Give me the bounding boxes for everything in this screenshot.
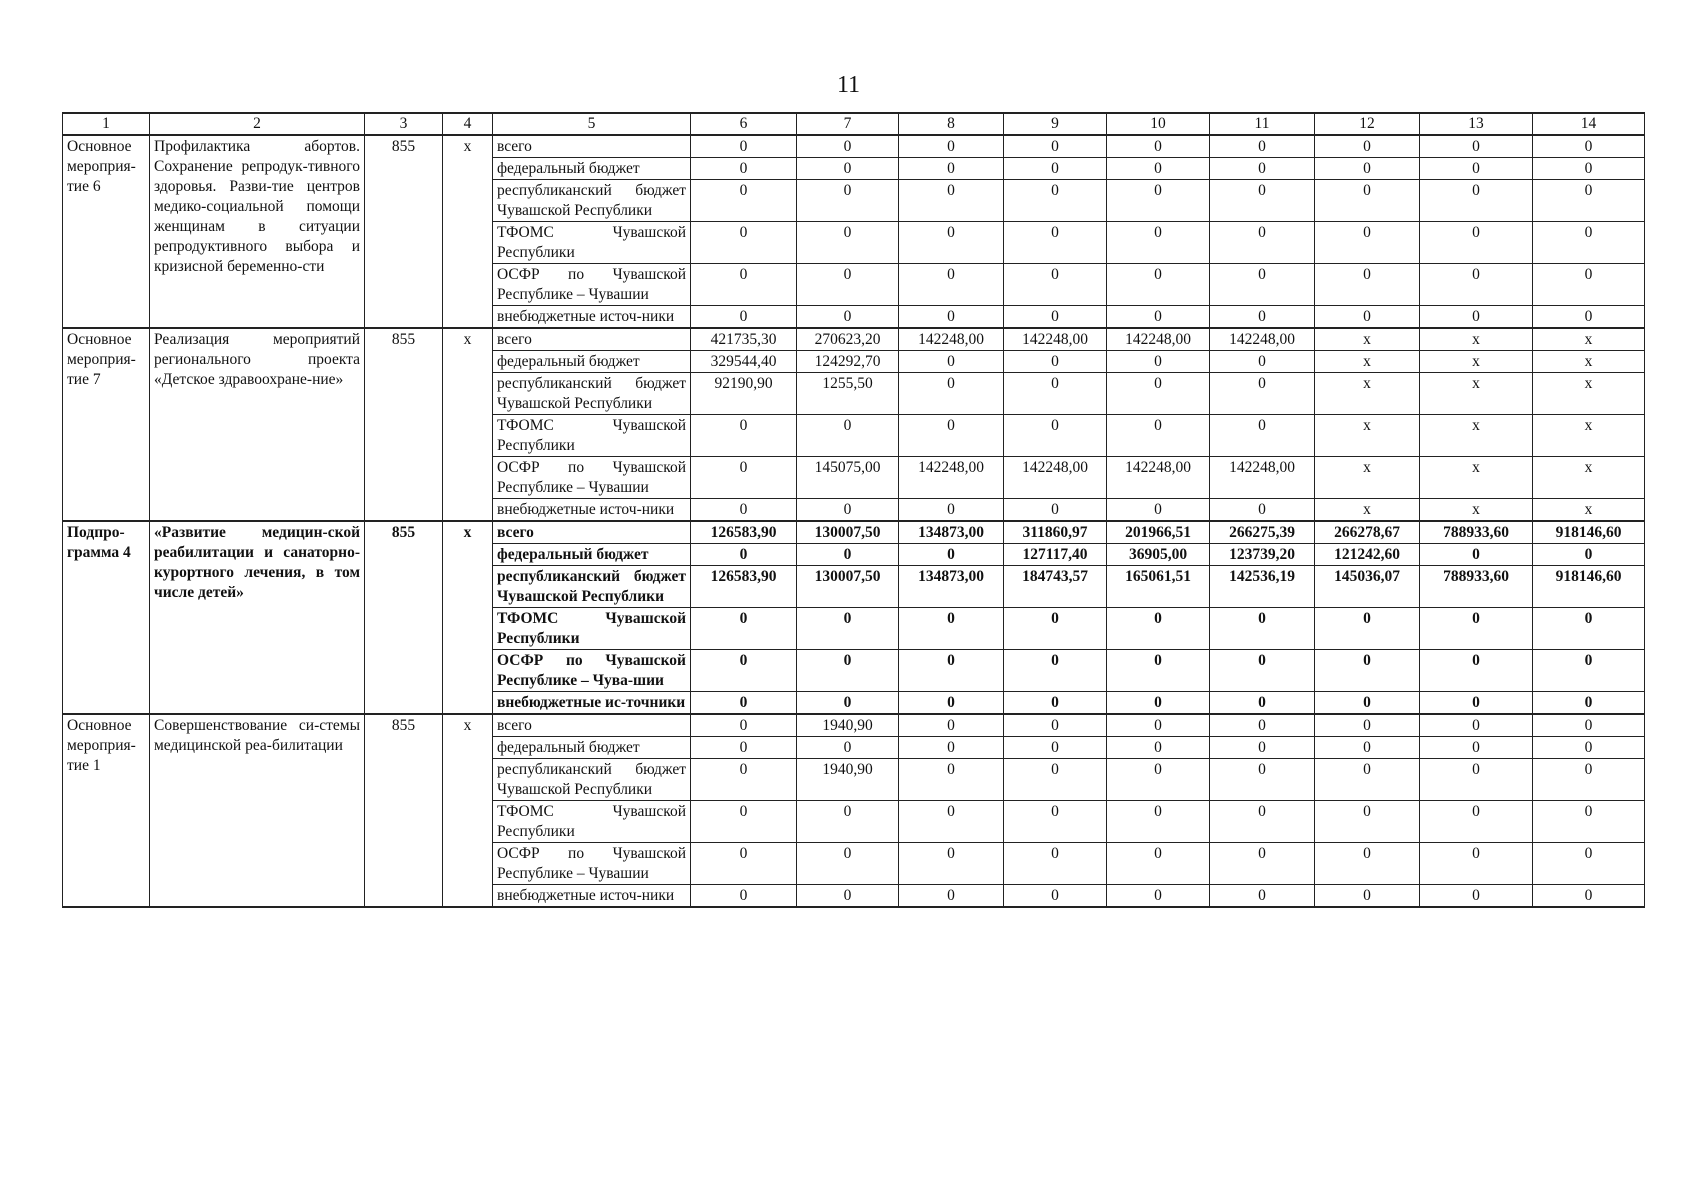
value-cell: 0	[1004, 415, 1107, 457]
header-cell-9: 9	[1004, 113, 1107, 135]
value-cell: 0	[691, 544, 797, 566]
value-cell: 0	[1420, 843, 1533, 885]
value-cell: 0	[1420, 714, 1533, 737]
value-cell: 0	[797, 415, 899, 457]
funding-source: всего	[493, 714, 691, 737]
value-cell: 134873,00	[899, 521, 1004, 544]
event-name: «Развитие медицин-ской реабилитации и санаторно-курортного лечения, в том числе детей»	[150, 521, 365, 714]
value-cell: 0	[1004, 843, 1107, 885]
value-cell: 0	[1533, 801, 1645, 843]
value-cell: 0	[899, 306, 1004, 329]
event-name: Профилактика абортов. Сохранение репродук-тивного здоровья. Разви-тие центров медико-социальной помощи женщинам в ситуации репродуктивного выбора и кризисной беременно-сти	[150, 135, 365, 328]
value-cell: 0	[691, 714, 797, 737]
value-cell: 201966,51	[1107, 521, 1210, 544]
program-block	[63, 328, 1645, 521]
value-cell: 0	[1533, 158, 1645, 180]
value-cell: 0	[1420, 885, 1533, 908]
value-cell: 918146,60	[1533, 566, 1645, 608]
value-cell: 127117,40	[1004, 544, 1107, 566]
header-cell-6: 6	[691, 113, 797, 135]
value-cell: 130007,50	[797, 566, 899, 608]
value-cell: х	[1315, 373, 1420, 415]
header-cell-1: 1	[63, 113, 150, 135]
value-cell: 0	[691, 650, 797, 692]
value-cell: 0	[899, 714, 1004, 737]
value-cell: 0	[691, 222, 797, 264]
funding-source: республиканский бюджет Чувашской Республики	[493, 566, 691, 608]
value-cell: 0	[691, 885, 797, 908]
value-cell: 0	[691, 843, 797, 885]
value-cell: х	[1315, 328, 1420, 351]
value-cell: 0	[1004, 222, 1107, 264]
value-cell: 0	[797, 158, 899, 180]
value-cell: х	[1420, 328, 1533, 351]
value-cell: х	[1533, 373, 1645, 415]
value-cell: 0	[1004, 351, 1107, 373]
value-cell: 0	[899, 801, 1004, 843]
value-cell: 0	[899, 158, 1004, 180]
value-cell: 0	[1533, 306, 1645, 329]
flag-cell: х	[443, 135, 493, 328]
value-cell: 36905,00	[1107, 544, 1210, 566]
value-cell: х	[1315, 351, 1420, 373]
value-cell: 0	[1315, 180, 1420, 222]
value-cell: 134873,00	[899, 566, 1004, 608]
value-cell: 0	[797, 692, 899, 715]
value-cell: 270623,20	[797, 328, 899, 351]
table-row	[63, 521, 1645, 544]
value-cell: 0	[1533, 843, 1645, 885]
header-row	[63, 113, 1645, 135]
value-cell: 0	[1210, 351, 1315, 373]
value-cell: 0	[797, 499, 899, 522]
value-cell: 142248,00	[1004, 457, 1107, 499]
value-cell: 0	[1107, 264, 1210, 306]
value-cell: 0	[797, 544, 899, 566]
value-cell: 92190,90	[691, 373, 797, 415]
value-cell: 0	[1210, 499, 1315, 522]
value-cell: 0	[1420, 608, 1533, 650]
value-cell: 0	[797, 843, 899, 885]
value-cell: 0	[1004, 306, 1107, 329]
value-cell: 1255,50	[797, 373, 899, 415]
flag-cell: х	[443, 328, 493, 521]
value-cell: 0	[1533, 650, 1645, 692]
value-cell: 142248,00	[1210, 328, 1315, 351]
value-cell: 0	[1533, 544, 1645, 566]
value-cell: 0	[1210, 737, 1315, 759]
value-cell: 0	[1004, 608, 1107, 650]
value-cell: 0	[899, 650, 1004, 692]
header-cell-2: 2	[150, 113, 365, 135]
value-cell: 788933,60	[1420, 566, 1533, 608]
value-cell: х	[1420, 351, 1533, 373]
value-cell: 0	[899, 737, 1004, 759]
value-cell: 0	[1107, 222, 1210, 264]
value-cell: 0	[1533, 180, 1645, 222]
value-cell: 329544,40	[691, 351, 797, 373]
value-cell: 0	[1107, 608, 1210, 650]
value-cell: 0	[797, 801, 899, 843]
value-cell: 0	[691, 759, 797, 801]
value-cell: 142248,00	[1210, 457, 1315, 499]
value-cell: 0	[1210, 415, 1315, 457]
value-cell: 0	[1420, 158, 1533, 180]
value-cell: 0	[1315, 759, 1420, 801]
header-cell-13: 13	[1420, 113, 1533, 135]
value-cell: 0	[691, 737, 797, 759]
funding-source: республиканский бюджет Чувашской Республики	[493, 373, 691, 415]
value-cell: 0	[1420, 135, 1533, 158]
value-cell: 0	[1420, 222, 1533, 264]
value-cell: 142536,19	[1210, 566, 1315, 608]
value-cell: 0	[1315, 135, 1420, 158]
value-cell: х	[1315, 457, 1420, 499]
value-cell: х	[1533, 499, 1645, 522]
value-cell: 0	[1210, 264, 1315, 306]
value-cell: 0	[691, 158, 797, 180]
value-cell: 0	[691, 415, 797, 457]
value-cell: 0	[1315, 222, 1420, 264]
value-cell: 126583,90	[691, 521, 797, 544]
value-cell: 0	[797, 135, 899, 158]
value-cell: 0	[1315, 650, 1420, 692]
funding-source: федеральный бюджет	[493, 158, 691, 180]
value-cell: 0	[1533, 759, 1645, 801]
value-cell: 918146,60	[1533, 521, 1645, 544]
value-cell: 0	[899, 499, 1004, 522]
event-label: Основное мероприя-тие 1	[63, 714, 150, 907]
value-cell: х	[1315, 415, 1420, 457]
value-cell: 0	[1107, 415, 1210, 457]
header-cell-3: 3	[365, 113, 443, 135]
header-cell-12: 12	[1315, 113, 1420, 135]
event-label: Подпро-грамма 4	[63, 521, 150, 714]
value-cell: 0	[1533, 714, 1645, 737]
value-cell: 0	[1107, 714, 1210, 737]
value-cell: 0	[899, 135, 1004, 158]
value-cell: 0	[899, 759, 1004, 801]
value-cell: 121242,60	[1315, 544, 1420, 566]
value-cell: 0	[1210, 714, 1315, 737]
value-cell: 0	[1315, 158, 1420, 180]
value-cell: 142248,00	[1107, 328, 1210, 351]
flag-cell: х	[443, 521, 493, 714]
value-cell: 0	[1107, 373, 1210, 415]
value-cell: 0	[1315, 306, 1420, 329]
value-cell: 0	[1210, 843, 1315, 885]
value-cell: 0	[899, 692, 1004, 715]
value-cell: 311860,97	[1004, 521, 1107, 544]
value-cell: 0	[1315, 737, 1420, 759]
value-cell: 0	[1210, 650, 1315, 692]
page-number: 11	[836, 72, 861, 98]
value-cell: 0	[1210, 222, 1315, 264]
funding-source: внебюджетные источ-ники	[493, 885, 691, 908]
value-cell: 0	[797, 306, 899, 329]
value-cell: 0	[797, 222, 899, 264]
ministry-code: 855	[365, 521, 443, 714]
value-cell: 142248,00	[899, 328, 1004, 351]
value-cell: 0	[1004, 801, 1107, 843]
value-cell: 0	[899, 222, 1004, 264]
value-cell: 0	[691, 457, 797, 499]
value-cell: 0	[691, 264, 797, 306]
value-cell: 0	[1107, 885, 1210, 908]
value-cell: 0	[1210, 692, 1315, 715]
value-cell: 0	[797, 737, 899, 759]
table-row	[63, 714, 1645, 737]
funding-source: федеральный бюджет	[493, 737, 691, 759]
event-label: Основное мероприя-тие 7	[63, 328, 150, 521]
value-cell: х	[1420, 373, 1533, 415]
value-cell: 0	[1210, 306, 1315, 329]
value-cell: 126583,90	[691, 566, 797, 608]
value-cell: 0	[1533, 608, 1645, 650]
value-cell: 0	[1533, 264, 1645, 306]
value-cell: 0	[1315, 885, 1420, 908]
value-cell: 0	[1315, 801, 1420, 843]
value-cell: 0	[797, 608, 899, 650]
value-cell: 0	[1107, 180, 1210, 222]
value-cell: 0	[1533, 737, 1645, 759]
funding-source: всего	[493, 135, 691, 158]
value-cell: 0	[1004, 373, 1107, 415]
value-cell: х	[1533, 351, 1645, 373]
table-row	[63, 328, 1645, 351]
value-cell: 0	[899, 608, 1004, 650]
ministry-code: 855	[365, 328, 443, 521]
funding-source: ОСФР по Чувашской Республике – Чува-шии	[493, 650, 691, 692]
value-cell: 142248,00	[899, 457, 1004, 499]
value-cell: 0	[1420, 737, 1533, 759]
value-cell: 266278,67	[1315, 521, 1420, 544]
funding-source: внебюджетные источ-ники	[493, 306, 691, 329]
budget-table	[62, 112, 1645, 908]
value-cell: 0	[1533, 135, 1645, 158]
funding-source: федеральный бюджет	[493, 351, 691, 373]
funding-source: ТФОМС Чувашской Республики	[493, 222, 691, 264]
value-cell: 123739,20	[1210, 544, 1315, 566]
funding-source: ОСФР по Чувашской Республике – Чувашии	[493, 457, 691, 499]
value-cell: 0	[1107, 759, 1210, 801]
value-cell: 142248,00	[1004, 328, 1107, 351]
value-cell: 184743,57	[1004, 566, 1107, 608]
value-cell: 0	[1004, 264, 1107, 306]
value-cell: 124292,70	[797, 351, 899, 373]
value-cell: 0	[1107, 135, 1210, 158]
header-cell-7: 7	[797, 113, 899, 135]
value-cell: 0	[1210, 608, 1315, 650]
value-cell: 0	[899, 351, 1004, 373]
value-cell: 0	[1107, 351, 1210, 373]
funding-source: республиканский бюджет Чувашской Республики	[493, 759, 691, 801]
value-cell: 0	[1107, 692, 1210, 715]
value-cell: 142248,00	[1107, 457, 1210, 499]
value-cell: х	[1533, 415, 1645, 457]
value-cell: 0	[1210, 759, 1315, 801]
value-cell: 0	[797, 180, 899, 222]
event-name: Реализация мероприятий регионального проекта «Детское здравоохране-ние»	[150, 328, 365, 521]
value-cell: 0	[691, 135, 797, 158]
value-cell: 0	[1420, 180, 1533, 222]
value-cell: 0	[1004, 135, 1107, 158]
value-cell: 0	[1107, 306, 1210, 329]
value-cell: 421735,30	[691, 328, 797, 351]
value-cell: 0	[1315, 608, 1420, 650]
program-block	[63, 135, 1645, 328]
value-cell: 0	[899, 415, 1004, 457]
value-cell: х	[1315, 499, 1420, 522]
ministry-code: 855	[365, 135, 443, 328]
value-cell: 0	[1107, 158, 1210, 180]
value-cell: 0	[1004, 885, 1107, 908]
flag-cell: х	[443, 714, 493, 907]
value-cell: 0	[1315, 264, 1420, 306]
ministry-code: 855	[365, 714, 443, 907]
value-cell: 0	[1420, 306, 1533, 329]
event-name: Совершенствование си-стемы медицинской реа-билитации	[150, 714, 365, 907]
value-cell: 0	[899, 843, 1004, 885]
value-cell: 0	[899, 180, 1004, 222]
value-cell: х	[1420, 415, 1533, 457]
funding-source: всего	[493, 328, 691, 351]
funding-source: федеральный бюджет	[493, 544, 691, 566]
event-label: Основное мероприя-тие 6	[63, 135, 150, 328]
value-cell: 0	[691, 499, 797, 522]
value-cell: 0	[691, 306, 797, 329]
value-cell: 0	[1533, 692, 1645, 715]
value-cell: 0	[1004, 759, 1107, 801]
value-cell: 0	[797, 650, 899, 692]
value-cell: 0	[1420, 264, 1533, 306]
program-block	[63, 521, 1645, 714]
header-cell-8: 8	[899, 113, 1004, 135]
value-cell: 0	[1004, 180, 1107, 222]
table-row	[63, 135, 1645, 158]
value-cell: 0	[1420, 759, 1533, 801]
value-cell: 0	[1315, 692, 1420, 715]
value-cell: 0	[1420, 692, 1533, 715]
value-cell: 0	[1004, 499, 1107, 522]
value-cell: 0	[1004, 158, 1107, 180]
value-cell: х	[1420, 499, 1533, 522]
funding-source: ОСФР по Чувашской Республике – Чувашии	[493, 843, 691, 885]
funding-source: ТФОМС Чувашской Республики	[493, 415, 691, 457]
value-cell: 0	[1210, 801, 1315, 843]
value-cell: 145036,07	[1315, 566, 1420, 608]
value-cell: 0	[691, 692, 797, 715]
value-cell: 0	[1004, 714, 1107, 737]
value-cell: 0	[1107, 737, 1210, 759]
value-cell: 0	[797, 885, 899, 908]
value-cell: 0	[899, 373, 1004, 415]
value-cell: х	[1420, 457, 1533, 499]
value-cell: 788933,60	[1420, 521, 1533, 544]
header-cell-4: 4	[443, 113, 493, 135]
value-cell: 0	[1315, 714, 1420, 737]
funding-source: ТФОМС Чувашской Республики	[493, 608, 691, 650]
value-cell: 0	[1420, 544, 1533, 566]
funding-source: внебюджетные источ-ники	[493, 499, 691, 522]
value-cell: 130007,50	[797, 521, 899, 544]
value-cell: х	[1533, 328, 1645, 351]
header-cell-5: 5	[493, 113, 691, 135]
value-cell: 0	[1420, 650, 1533, 692]
value-cell: 0	[691, 608, 797, 650]
value-cell: 0	[1210, 135, 1315, 158]
funding-source: внебюджетные ис-точники	[493, 692, 691, 715]
value-cell: 0	[1107, 801, 1210, 843]
value-cell: 0	[1420, 801, 1533, 843]
value-cell: 0	[797, 264, 899, 306]
value-cell: 0	[1210, 373, 1315, 415]
value-cell: 0	[1210, 180, 1315, 222]
value-cell: х	[1533, 457, 1645, 499]
value-cell: 0	[1210, 885, 1315, 908]
value-cell: 0	[1210, 158, 1315, 180]
funding-source: всего	[493, 521, 691, 544]
value-cell: 0	[1004, 737, 1107, 759]
value-cell: 0	[1004, 650, 1107, 692]
funding-source: ТФОМС Чувашской Республики	[493, 801, 691, 843]
value-cell: 0	[899, 885, 1004, 908]
value-cell: 0	[691, 180, 797, 222]
funding-source: ОСФР по Чувашской Республике – Чувашии	[493, 264, 691, 306]
value-cell: 0	[1107, 843, 1210, 885]
value-cell: 266275,39	[1210, 521, 1315, 544]
header-cell-10: 10	[1107, 113, 1210, 135]
header-cell-11: 11	[1210, 113, 1315, 135]
value-cell: 0	[899, 264, 1004, 306]
value-cell: 1940,90	[797, 714, 899, 737]
value-cell: 0	[1107, 650, 1210, 692]
value-cell: 0	[1315, 843, 1420, 885]
value-cell: 0	[899, 544, 1004, 566]
value-cell: 165061,51	[1107, 566, 1210, 608]
value-cell: 145075,00	[797, 457, 899, 499]
header-cell-14: 14	[1533, 113, 1645, 135]
value-cell: 0	[1533, 222, 1645, 264]
program-block	[63, 714, 1645, 907]
value-cell: 0	[1004, 692, 1107, 715]
value-cell: 0	[1533, 885, 1645, 908]
value-cell: 1940,90	[797, 759, 899, 801]
funding-source: республиканский бюджет Чувашской Республики	[493, 180, 691, 222]
value-cell: 0	[691, 801, 797, 843]
value-cell: 0	[1107, 499, 1210, 522]
